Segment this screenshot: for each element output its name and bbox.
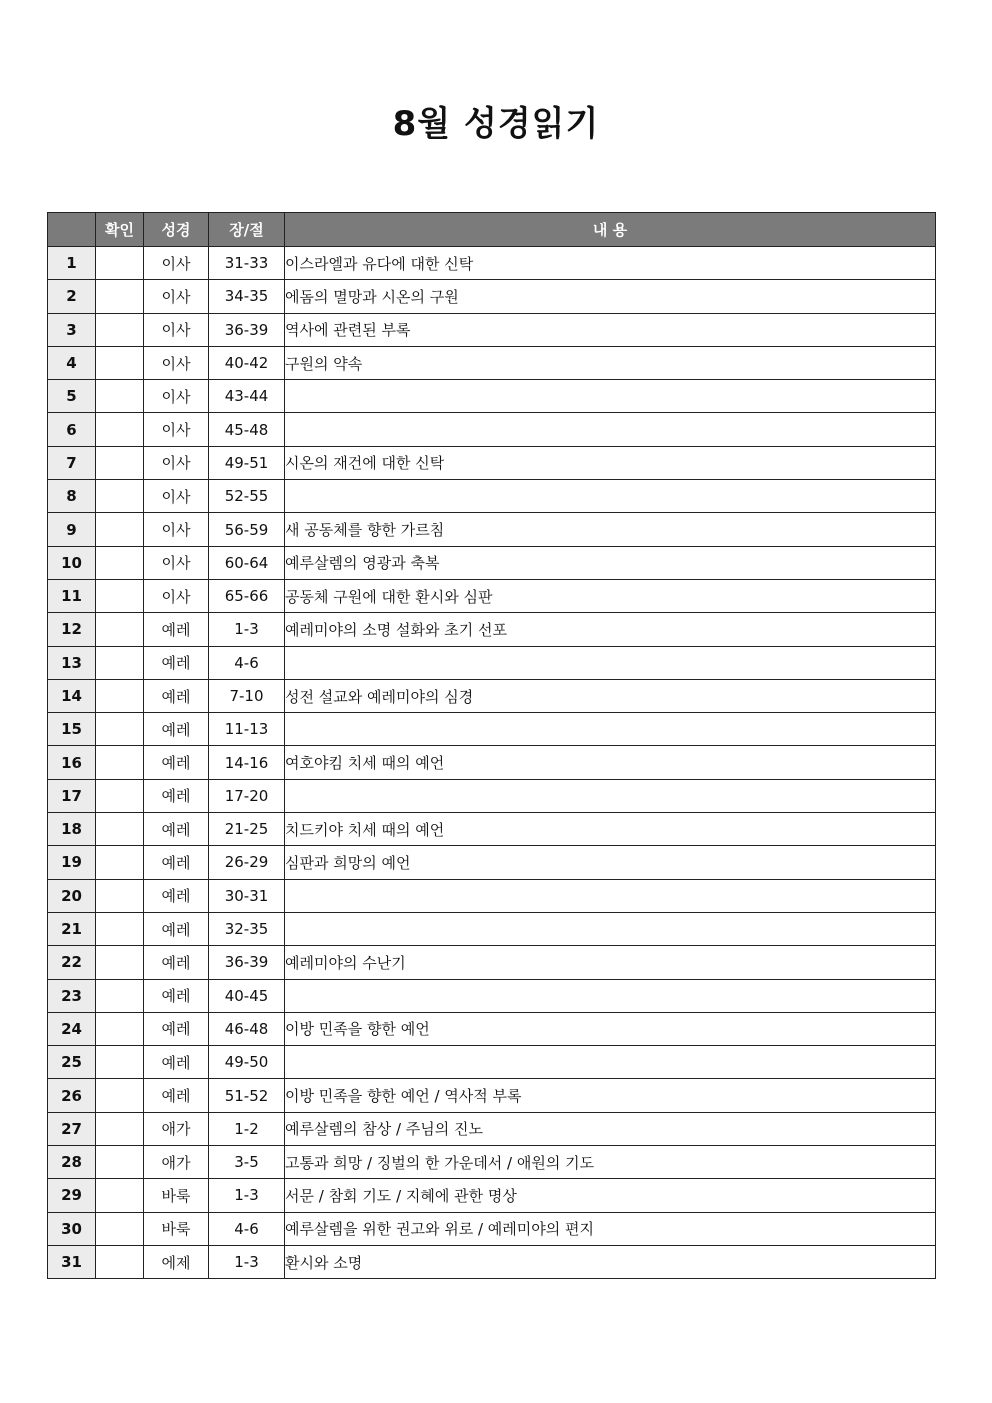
- content-cell: 예레미야의 수난기: [285, 946, 936, 979]
- chapter-cell: 65-66: [209, 579, 285, 612]
- content-cell: 환시와 소명: [285, 1245, 936, 1278]
- chapter-cell: 17-20: [209, 779, 285, 812]
- table-row: [48, 779, 936, 812]
- table-row: [48, 1079, 936, 1112]
- table-row: [48, 813, 936, 846]
- day-number: 17: [48, 779, 96, 812]
- day-number: 31: [48, 1245, 96, 1278]
- book-cell: 이사: [144, 346, 209, 379]
- table-row: [48, 1179, 936, 1212]
- check-cell[interactable]: [96, 879, 144, 912]
- chapter-cell: 43-44: [209, 380, 285, 413]
- check-cell[interactable]: [96, 979, 144, 1012]
- day-number: 26: [48, 1079, 96, 1112]
- book-cell: 이사: [144, 380, 209, 413]
- content-cell: [285, 646, 936, 679]
- check-cell[interactable]: [96, 446, 144, 479]
- chapter-cell: 1-2: [209, 1112, 285, 1145]
- day-number: 20: [48, 879, 96, 912]
- chapter-cell: 26-29: [209, 846, 285, 879]
- day-number: 25: [48, 1046, 96, 1079]
- check-cell[interactable]: [96, 480, 144, 513]
- content-cell: 이스라엘과 유다에 대한 신탁: [285, 247, 936, 280]
- day-number: 14: [48, 679, 96, 712]
- reading-plan-table: [47, 212, 936, 1279]
- content-cell: 성전 설교와 예레미야의 심경: [285, 679, 936, 712]
- check-cell[interactable]: [96, 1212, 144, 1245]
- day-number: 22: [48, 946, 96, 979]
- table-row: [48, 446, 936, 479]
- content-cell: 서문 / 참회 기도 / 지혜에 관한 명상: [285, 1179, 936, 1212]
- content-cell: 예루살렘을 위한 권고와 위로 / 예레미야의 편지: [285, 1212, 936, 1245]
- check-cell[interactable]: [96, 912, 144, 945]
- content-cell: [285, 779, 936, 812]
- content-cell: 고통과 희망 / 징벌의 한 가운데서 / 애원의 기도: [285, 1146, 936, 1179]
- book-cell: 예레: [144, 979, 209, 1012]
- day-number: 5: [48, 380, 96, 413]
- chapter-cell: 4-6: [209, 1212, 285, 1245]
- table-row: [48, 979, 936, 1012]
- book-cell: 예레: [144, 1046, 209, 1079]
- book-cell: 바룩: [144, 1212, 209, 1245]
- check-cell[interactable]: [96, 1245, 144, 1278]
- table-row: [48, 879, 936, 912]
- book-cell: 예레: [144, 646, 209, 679]
- table-row: [48, 646, 936, 679]
- day-number: 3: [48, 313, 96, 346]
- day-number: 29: [48, 1179, 96, 1212]
- header-day: [48, 213, 96, 247]
- table-row: [48, 1012, 936, 1045]
- check-cell[interactable]: [96, 247, 144, 280]
- table-row: [48, 247, 936, 280]
- day-number: 19: [48, 846, 96, 879]
- day-number: 8: [48, 480, 96, 513]
- check-cell[interactable]: [96, 1012, 144, 1045]
- book-cell: 애가: [144, 1112, 209, 1145]
- check-cell[interactable]: [96, 579, 144, 612]
- content-cell: 이방 민족을 향한 예언: [285, 1012, 936, 1045]
- content-cell: 심판과 희망의 예언: [285, 846, 936, 879]
- book-cell: 이사: [144, 247, 209, 280]
- check-cell[interactable]: [96, 779, 144, 812]
- content-cell: 치드키야 치세 때의 예언: [285, 813, 936, 846]
- header-book: 성경: [144, 213, 209, 247]
- chapter-cell: 45-48: [209, 413, 285, 446]
- content-cell: [285, 879, 936, 912]
- table-row: [48, 313, 936, 346]
- book-cell: 예레: [144, 746, 209, 779]
- chapter-cell: 49-51: [209, 446, 285, 479]
- book-cell: 예레: [144, 779, 209, 812]
- check-cell[interactable]: [96, 1046, 144, 1079]
- chapter-cell: 1-3: [209, 1245, 285, 1278]
- book-cell: 예레: [144, 946, 209, 979]
- check-cell[interactable]: [96, 1112, 144, 1145]
- content-cell: 에돔의 멸망과 시온의 구원: [285, 280, 936, 313]
- chapter-cell: 32-35: [209, 912, 285, 945]
- day-number: 6: [48, 413, 96, 446]
- table-row: [48, 480, 936, 513]
- check-cell[interactable]: [96, 546, 144, 579]
- chapter-cell: 40-45: [209, 979, 285, 1012]
- day-number: 28: [48, 1146, 96, 1179]
- check-cell[interactable]: [96, 313, 144, 346]
- day-number: 27: [48, 1112, 96, 1145]
- check-cell[interactable]: [96, 646, 144, 679]
- chapter-cell: 1-3: [209, 613, 285, 646]
- content-cell: [285, 979, 936, 1012]
- chapter-cell: 40-42: [209, 346, 285, 379]
- check-cell[interactable]: [96, 346, 144, 379]
- day-number: 9: [48, 513, 96, 546]
- day-number: 7: [48, 446, 96, 479]
- book-cell: 예레: [144, 679, 209, 712]
- table-row: [48, 1245, 936, 1278]
- book-cell: 이사: [144, 413, 209, 446]
- table-row: [48, 380, 936, 413]
- book-cell: 이사: [144, 313, 209, 346]
- table-row: [48, 413, 936, 446]
- table-row: [48, 746, 936, 779]
- content-cell: 새 공동체를 향한 가르침: [285, 513, 936, 546]
- page-title: 8월 성경읽기: [392, 104, 600, 144]
- table-row: [48, 579, 936, 612]
- book-cell: 예레: [144, 1012, 209, 1045]
- book-cell: 이사: [144, 280, 209, 313]
- table-row: [48, 280, 936, 313]
- check-cell[interactable]: [96, 280, 144, 313]
- book-cell: 예레: [144, 1079, 209, 1112]
- content-cell: 이방 민족을 향한 예언 / 역사적 부록: [285, 1079, 936, 1112]
- chapter-cell: 49-50: [209, 1046, 285, 1079]
- book-cell: 예레: [144, 813, 209, 846]
- content-cell: [285, 912, 936, 945]
- table-row: [48, 546, 936, 579]
- book-cell: 예레: [144, 713, 209, 746]
- day-number: 4: [48, 346, 96, 379]
- chapter-cell: 30-31: [209, 879, 285, 912]
- day-number: 10: [48, 546, 96, 579]
- header-content: 내 용: [285, 213, 936, 247]
- chapter-cell: 3-5: [209, 1146, 285, 1179]
- table-row: [48, 679, 936, 712]
- day-number: 24: [48, 1012, 96, 1045]
- table-row: [48, 513, 936, 546]
- table-row: [48, 1112, 936, 1145]
- check-cell[interactable]: [96, 513, 144, 546]
- day-number: 1: [48, 247, 96, 280]
- chapter-cell: 34-35: [209, 280, 285, 313]
- day-number: 15: [48, 713, 96, 746]
- table-header-row: [48, 213, 936, 247]
- book-cell: 이사: [144, 579, 209, 612]
- chapter-cell: 11-13: [209, 713, 285, 746]
- check-cell[interactable]: [96, 413, 144, 446]
- book-cell: 예레: [144, 846, 209, 879]
- book-cell: 이사: [144, 513, 209, 546]
- content-cell: 공동체 구원에 대한 환시와 심판: [285, 579, 936, 612]
- book-cell: 이사: [144, 480, 209, 513]
- content-cell: 역사에 관련된 부록: [285, 313, 936, 346]
- day-number: 13: [48, 646, 96, 679]
- content-cell: 예레미야의 소명 설화와 초기 선포: [285, 613, 936, 646]
- content-cell: 시온의 재건에 대한 신탁: [285, 446, 936, 479]
- day-number: 18: [48, 813, 96, 846]
- check-cell[interactable]: [96, 613, 144, 646]
- day-number: 16: [48, 746, 96, 779]
- day-number: 23: [48, 979, 96, 1012]
- table-row: [48, 846, 936, 879]
- day-number: 12: [48, 613, 96, 646]
- chapter-cell: 21-25: [209, 813, 285, 846]
- content-cell: [285, 480, 936, 513]
- check-cell[interactable]: [96, 1146, 144, 1179]
- chapter-cell: 36-39: [209, 946, 285, 979]
- check-cell[interactable]: [96, 679, 144, 712]
- book-cell: 예레: [144, 879, 209, 912]
- check-cell[interactable]: [96, 813, 144, 846]
- content-cell: 여호야킴 치세 때의 예언: [285, 746, 936, 779]
- content-cell: [285, 380, 936, 413]
- book-cell: 예레: [144, 912, 209, 945]
- chapter-cell: 56-59: [209, 513, 285, 546]
- check-cell[interactable]: [96, 380, 144, 413]
- table-row: [48, 713, 936, 746]
- content-cell: 예루살렘의 영광과 축복: [285, 546, 936, 579]
- check-cell[interactable]: [96, 1179, 144, 1212]
- check-cell[interactable]: [96, 1079, 144, 1112]
- chapter-cell: 52-55: [209, 480, 285, 513]
- chapter-cell: 7-10: [209, 679, 285, 712]
- book-cell: 애가: [144, 1146, 209, 1179]
- book-cell: 이사: [144, 446, 209, 479]
- book-cell: 에제: [144, 1245, 209, 1278]
- header-chapter: 장/절: [209, 213, 285, 247]
- content-cell: 예루살렘의 참상 / 주님의 진노: [285, 1112, 936, 1145]
- book-cell: 예레: [144, 613, 209, 646]
- check-cell[interactable]: [96, 713, 144, 746]
- content-cell: [285, 713, 936, 746]
- table-row: [48, 912, 936, 945]
- chapter-cell: 1-3: [209, 1179, 285, 1212]
- check-cell[interactable]: [96, 746, 144, 779]
- table-row: [48, 1212, 936, 1245]
- check-cell[interactable]: [96, 846, 144, 879]
- table-row: [48, 1146, 936, 1179]
- content-cell: [285, 413, 936, 446]
- book-cell: 바룩: [144, 1179, 209, 1212]
- day-number: 30: [48, 1212, 96, 1245]
- table-row: [48, 346, 936, 379]
- table-row: [48, 613, 936, 646]
- day-number: 11: [48, 579, 96, 612]
- content-cell: [285, 1046, 936, 1079]
- header-check: 확인: [96, 213, 144, 247]
- check-cell[interactable]: [96, 946, 144, 979]
- table-row: [48, 1046, 936, 1079]
- content-cell: 구원의 약속: [285, 346, 936, 379]
- chapter-cell: 60-64: [209, 546, 285, 579]
- table-row: [48, 946, 936, 979]
- chapter-cell: 4-6: [209, 646, 285, 679]
- day-number: 21: [48, 912, 96, 945]
- chapter-cell: 46-48: [209, 1012, 285, 1045]
- day-number: 2: [48, 280, 96, 313]
- chapter-cell: 36-39: [209, 313, 285, 346]
- chapter-cell: 51-52: [209, 1079, 285, 1112]
- chapter-cell: 14-16: [209, 746, 285, 779]
- chapter-cell: 31-33: [209, 247, 285, 280]
- book-cell: 이사: [144, 546, 209, 579]
